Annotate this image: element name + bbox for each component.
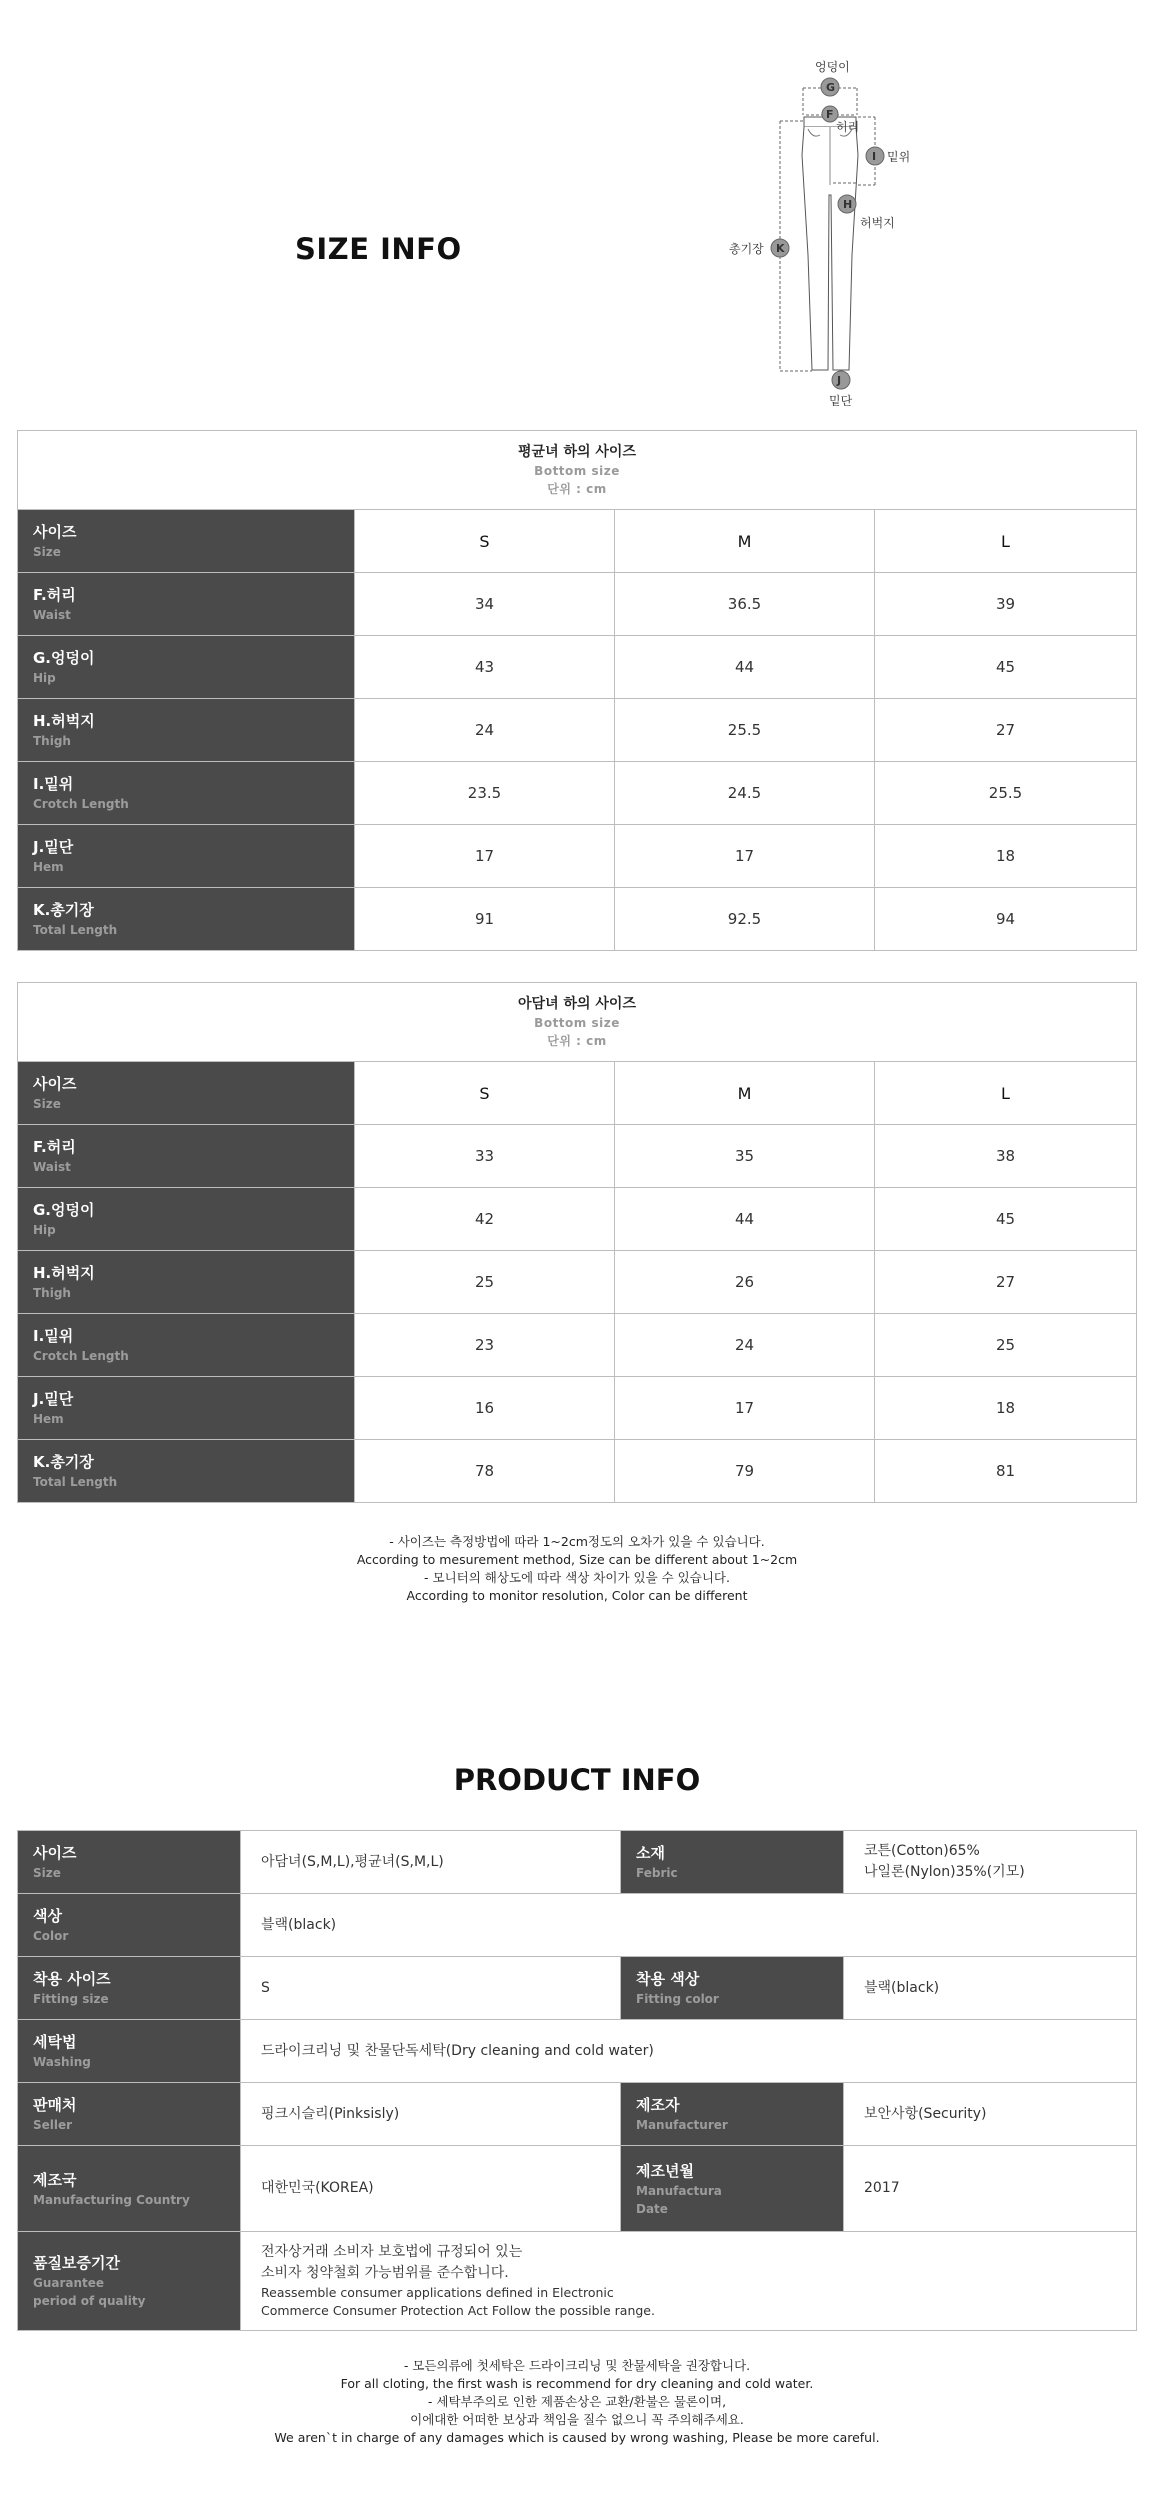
cell-value: 38 [875, 1125, 1137, 1188]
cell-value: 33 [355, 1125, 615, 1188]
table-row [18, 699, 1137, 762]
row-label: 색상 [33, 1907, 62, 1925]
cell-value: 35 [615, 1125, 875, 1188]
row-label-en: Total Length [33, 923, 118, 937]
thigh-label: 허벅지 [860, 216, 895, 230]
fitting-size-value: S [241, 1957, 621, 2020]
table-row [18, 2146, 1137, 2232]
cell-value: 44 [615, 1188, 875, 1251]
row-label-en: Manufacturer [636, 2118, 728, 2132]
petite-size-table [17, 982, 1137, 1503]
row-label-en: period of quality [33, 2294, 146, 2308]
washing-value: 드라이크리닝 및 찬물단독세탁(Dry cleaning and cold water) [241, 2020, 1137, 2083]
cell-value: 94 [875, 888, 1137, 951]
row-label: 착용 사이즈 [33, 1970, 111, 1988]
thigh-letter: H [843, 198, 853, 211]
cell-value: 36.5 [615, 573, 875, 636]
row-label: 사이즈 [33, 1075, 77, 1093]
row-label: 사이즈 [33, 1844, 77, 1862]
note-line: For all cloting, the first wash is recommend for dry cleaning and cold water. [340, 2376, 814, 2391]
cell-value: 43 [355, 636, 615, 699]
cell-value: 27 [875, 1251, 1137, 1314]
note-line: According to monitor resolution, Color can be different [406, 1588, 748, 1603]
row-label-en: Crotch Length [33, 797, 129, 811]
size-m-header: M [615, 1062, 875, 1125]
row-label-en: Febric [636, 1866, 678, 1880]
caption-unit: 단위 : cm [547, 481, 607, 496]
cell-value: 92.5 [615, 888, 875, 951]
cell-value: 23 [355, 1314, 615, 1377]
table-row [18, 2020, 1137, 2083]
cell-value: 25.5 [615, 699, 875, 762]
row-label-en: Size [33, 545, 61, 559]
table-row [18, 2083, 1137, 2146]
caption-unit: 단위 : cm [547, 1033, 607, 1048]
row-label-en: Hip [33, 671, 56, 685]
row-label: F.허리 [33, 586, 76, 604]
row-label: 제조자 [636, 2096, 680, 2114]
pants-diagram [700, 55, 1000, 415]
row-label-en: Hem [33, 860, 64, 874]
hip-letter: G [826, 81, 836, 94]
row-label: H.허벅지 [33, 712, 95, 730]
cell-value: 45 [875, 636, 1137, 699]
cell-value: 17 [615, 825, 875, 888]
row-label: 세탁법 [33, 2033, 77, 2051]
row-label: K.총기장 [33, 901, 94, 919]
cell-value: 44 [615, 636, 875, 699]
table-row [18, 1894, 1137, 1957]
date-value: 2017 [844, 2146, 1137, 2232]
size-m-header: M [615, 510, 875, 573]
cell-value: 91 [355, 888, 615, 951]
cell-value: 24.5 [615, 762, 875, 825]
hem-label: 밑단 [829, 394, 853, 408]
cell-value: 26 [615, 1251, 875, 1314]
cell-value: 24 [615, 1314, 875, 1377]
fitting-color-value: 블랙(black) [844, 1957, 1137, 2020]
product-notes [0, 2357, 1154, 2447]
row-label: G.엉덩이 [33, 649, 95, 667]
crotch-letter: I [872, 150, 877, 163]
table-row [18, 825, 1137, 888]
row-label: 소재 [636, 1844, 665, 1862]
cell-value: 17 [615, 1377, 875, 1440]
size-s-header: S [355, 510, 615, 573]
caption-korean: 평균녀 하의 사이즈 [518, 443, 636, 460]
row-label: 제조년월 [636, 2161, 694, 2180]
fabric-value [844, 1831, 1137, 1894]
cell-value: 25 [355, 1251, 615, 1314]
row-label: F.허리 [33, 1138, 76, 1156]
cell-value: 18 [875, 825, 1137, 888]
row-label-en: Size [33, 1866, 61, 1880]
row-label: 제조국 [33, 2170, 77, 2189]
row-label-en: Fitting size [33, 1992, 109, 2006]
row-label-en: Waist [33, 608, 71, 622]
cell-value: 39 [875, 573, 1137, 636]
cell-value: 78 [355, 1440, 615, 1503]
table-row [18, 1251, 1137, 1314]
row-label-en: Waist [33, 1160, 71, 1174]
waist-letter: F [826, 108, 834, 121]
note-line: - 모든의류에 첫세탁은 드라이크리닝 및 찬물세탁을 권장합니다. [403, 2358, 751, 2373]
color-value: 블랙(black) [241, 1894, 1137, 1957]
row-label: I.밑위 [33, 1327, 74, 1345]
cell-value: 79 [615, 1440, 875, 1503]
note-line: - 세탁부주의로 인한 제품손상은 교환/환불은 물론이며, [427, 2394, 727, 2409]
crotch-label: 밑위 [887, 150, 911, 164]
row-label-en: Hip [33, 1223, 56, 1237]
product-info-table [17, 1830, 1137, 2331]
cell-value: 25 [875, 1314, 1137, 1377]
cell-value: 81 [875, 1440, 1137, 1503]
table-row [18, 1957, 1137, 2020]
note-line: - 모니터의 해상도에 따라 색상 차이가 있을 수 있습니다. [424, 1570, 730, 1585]
row-label-en: Crotch Length [33, 1349, 129, 1363]
row-label: 착용 색상 [636, 1970, 700, 1988]
table-row [18, 1188, 1137, 1251]
table-row [18, 762, 1137, 825]
size-l-header: L [875, 510, 1137, 573]
row-label: H.허벅지 [33, 1264, 95, 1282]
cell-value: 18 [875, 1377, 1137, 1440]
row-label-en: Total Length [33, 1475, 118, 1489]
table-row [18, 888, 1137, 951]
row-label: K.총기장 [33, 1453, 94, 1471]
cell-value: 45 [875, 1188, 1137, 1251]
row-label-en: Thigh [33, 1286, 71, 1300]
row-label-en: Thigh [33, 734, 71, 748]
cell-value: 25.5 [875, 762, 1137, 825]
row-label: 품질보증기간 [33, 2254, 120, 2272]
row-label: 사이즈 [33, 523, 77, 541]
size-info-title: SIZE INFO [295, 232, 462, 266]
average-size-table [17, 430, 1137, 951]
note-line: 이에대한 어떠한 보상과 책임을 질수 없으니 꼭 주의해주세요. [410, 2412, 744, 2427]
table-row [18, 1440, 1137, 1503]
cell-value: 34 [355, 573, 615, 636]
table-row [18, 1125, 1137, 1188]
table-row [18, 2232, 1137, 2331]
row-label-en: Guarantee [33, 2276, 105, 2290]
country-value: 대한민국(KOREA) [241, 2146, 621, 2232]
cell-value: 17 [355, 825, 615, 888]
row-label: I.밑위 [33, 775, 74, 793]
guarantee-line: 전자상거래 소비자 보호법에 규정되어 있는 [261, 2244, 523, 2260]
caption-english: Bottom size [534, 1015, 620, 1030]
hip-label: 엉덩이 [815, 60, 850, 74]
table-header-row [18, 1062, 1137, 1125]
fabric-line: 코튼(Cotton)65% [864, 1843, 980, 1859]
table-row [18, 1377, 1137, 1440]
row-label: 판매처 [33, 2096, 77, 2114]
row-label-en: Color [33, 1929, 69, 1943]
total-label: 총기장 [729, 242, 764, 256]
note-line: - 사이즈는 측정방법에 따라 1~2cm정도의 오차가 있을 수 있습니다. [389, 1534, 765, 1549]
table-header-row [18, 510, 1137, 573]
row-label: J.밑단 [33, 838, 74, 856]
row-label-en: Seller [33, 2118, 73, 2132]
fabric-line: 나일론(Nylon)35%(기모) [864, 1864, 1025, 1880]
manufacturer-value: 보안사항(Security) [844, 2083, 1137, 2146]
table-row [18, 1831, 1137, 1894]
row-label-en: Size [33, 1097, 61, 1111]
caption-english: Bottom size [534, 463, 620, 478]
petite-table-caption [18, 983, 1137, 1062]
row-label-en: Fitting color [636, 1992, 719, 2006]
row-label-en: Manufacturing Country [33, 2192, 190, 2207]
product-info-title: PRODUCT INFO [453, 1763, 701, 1797]
caption-korean: 아담녀 하의 사이즈 [518, 995, 636, 1012]
size-notes [0, 1533, 1154, 1605]
guarantee-line: 소비자 청약철회 가능범위를 준수합니다. [261, 2265, 509, 2281]
hem-letter: J [837, 374, 842, 387]
cell-value: 23.5 [355, 762, 615, 825]
seller-value: 핑크시슬리(Pinksisly) [241, 2083, 621, 2146]
table-row [18, 636, 1137, 699]
guarantee-value [241, 2232, 1137, 2331]
total-letter: K [776, 242, 785, 255]
row-label: G.엉덩이 [33, 1201, 95, 1219]
row-label: J.밑단 [33, 1390, 74, 1408]
cell-value: 16 [355, 1377, 615, 1440]
average-table-caption [18, 431, 1137, 510]
table-row [18, 573, 1137, 636]
cell-value: 42 [355, 1188, 615, 1251]
size-l-header: L [875, 1062, 1137, 1125]
waist-label: 허리 [836, 120, 860, 134]
cell-value: 24 [355, 699, 615, 762]
table-row [18, 1314, 1137, 1377]
size-value: 아담녀(S,M,L),평균녀(S,M,L) [241, 1831, 621, 1894]
cell-value: 27 [875, 699, 1137, 762]
guarantee-line: Commerce Consumer Protection Act Follow the possible range. [261, 2303, 655, 2318]
row-label-en: Washing [33, 2055, 91, 2069]
guarantee-line: Reassemble consumer applications defined in Electronic [261, 2285, 614, 2300]
note-line: According to mesurement method, Size can be different about 1~2cm [356, 1552, 798, 1567]
row-label-en: Hem [33, 1412, 64, 1426]
row-label-en: Date [636, 2201, 668, 2216]
note-line: We aren`t in charge of any damages which is caused by wrong washing, Please be more careful. [274, 2430, 880, 2445]
row-label-en: Manufactura [636, 2183, 722, 2198]
size-s-header: S [355, 1062, 615, 1125]
